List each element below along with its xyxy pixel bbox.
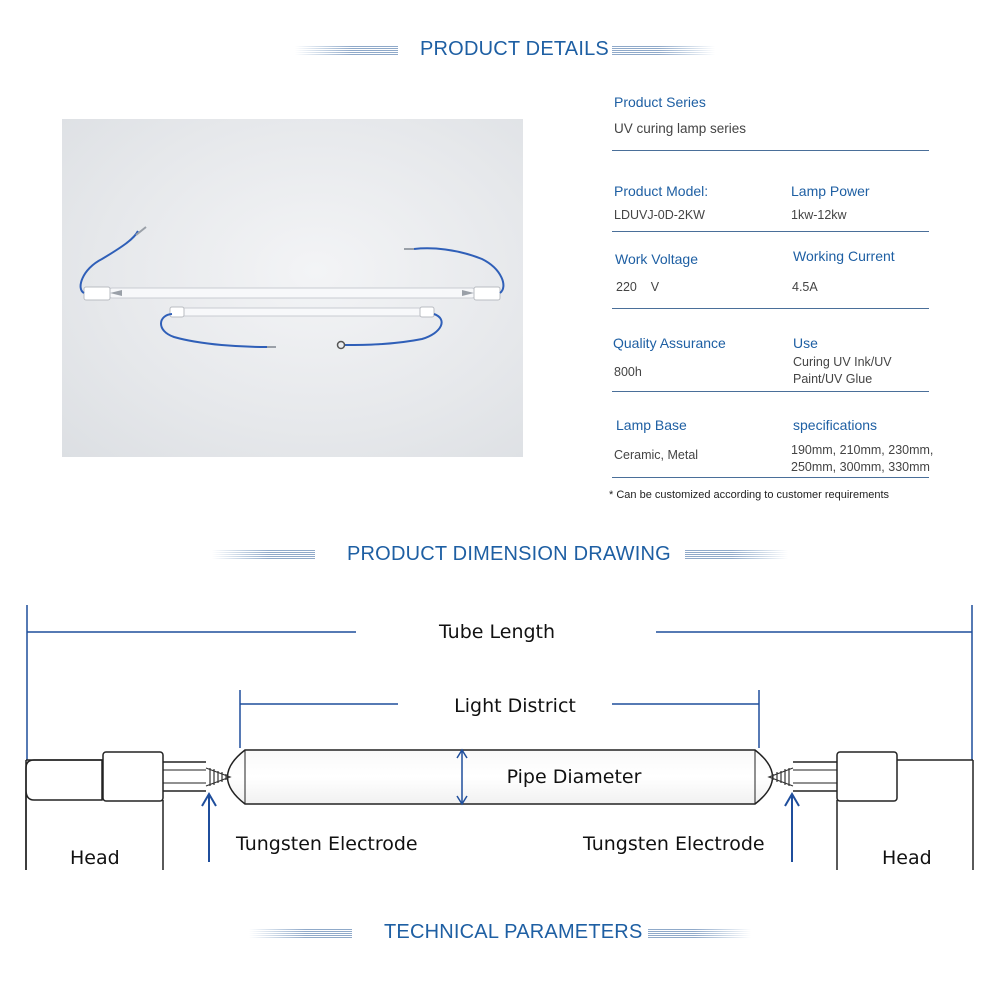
lamp-power-value: 1kw-12kw bbox=[791, 208, 847, 222]
product-details-title: PRODUCT DETAILS bbox=[420, 38, 609, 60]
product-photo bbox=[62, 119, 523, 457]
working-current-label: Working Current bbox=[793, 248, 895, 264]
product-model-label: Product Model: bbox=[614, 183, 709, 199]
lamp-power-label: Lamp Power bbox=[791, 183, 870, 199]
title-decoration-left bbox=[212, 550, 315, 559]
lamp-base-label: Lamp Base bbox=[616, 417, 687, 433]
title-decoration-right bbox=[612, 46, 715, 55]
tungsten-electrode-left-label: Tungsten Electrode bbox=[236, 833, 418, 855]
dimension-drawing bbox=[0, 590, 1000, 880]
divider bbox=[612, 391, 929, 392]
light-district-label: Light District bbox=[454, 695, 576, 717]
divider bbox=[612, 477, 929, 478]
head-right-label: Head bbox=[882, 847, 932, 869]
title-decoration-right bbox=[685, 550, 788, 559]
head-left-label: Head bbox=[70, 847, 120, 869]
tube-body bbox=[228, 750, 773, 804]
quality-assurance-value: 800h bbox=[614, 365, 642, 379]
uv-lamp-image bbox=[62, 119, 523, 457]
specifications-value-line1: 190mm, 210mm, 230mm, bbox=[791, 443, 934, 457]
use-value-line2: Paint/UV Glue bbox=[793, 372, 873, 386]
title-decoration-left bbox=[249, 929, 352, 938]
title-decoration-left bbox=[295, 46, 398, 55]
divider bbox=[612, 150, 929, 151]
left-electrode-arrow bbox=[202, 794, 216, 862]
right-electrode-coil bbox=[769, 768, 793, 786]
product-model-value: LDUVJ-0D-2KW bbox=[614, 208, 705, 222]
use-value-line1: Curing UV Ink/UV bbox=[793, 355, 892, 369]
working-current-value: 4.5A bbox=[792, 280, 818, 294]
technical-parameters-title: TECHNICAL PARAMETERS bbox=[384, 921, 643, 943]
divider bbox=[612, 231, 929, 232]
use-label: Use bbox=[793, 335, 818, 351]
work-voltage-value: 220 V bbox=[616, 280, 660, 294]
work-voltage-label: Work Voltage bbox=[615, 251, 699, 267]
right-electrode-arrow bbox=[785, 794, 799, 862]
specifications-label: specifications bbox=[793, 417, 878, 433]
tungsten-electrode-right-label: Tungsten Electrode bbox=[583, 833, 765, 855]
dimension-drawing-title: PRODUCT DIMENSION DRAWING bbox=[347, 543, 671, 565]
pipe-diameter-label: Pipe Diameter bbox=[506, 766, 642, 788]
tube-length-label: Tube Length bbox=[438, 621, 556, 643]
product-series-value: UV curing lamp series bbox=[614, 121, 747, 136]
quality-assurance-label: Quality Assurance bbox=[613, 335, 726, 351]
title-decoration-right bbox=[648, 929, 751, 938]
specifications-value-line2: 250mm, 300mm, 330mm bbox=[791, 460, 930, 474]
product-series-label: Product Series bbox=[614, 94, 706, 110]
customization-note: * Can be customized according to customer requirements bbox=[609, 489, 890, 501]
divider bbox=[612, 308, 929, 309]
left-electrode-coil bbox=[206, 768, 230, 786]
lamp-base-value: Ceramic, Metal bbox=[614, 448, 699, 462]
